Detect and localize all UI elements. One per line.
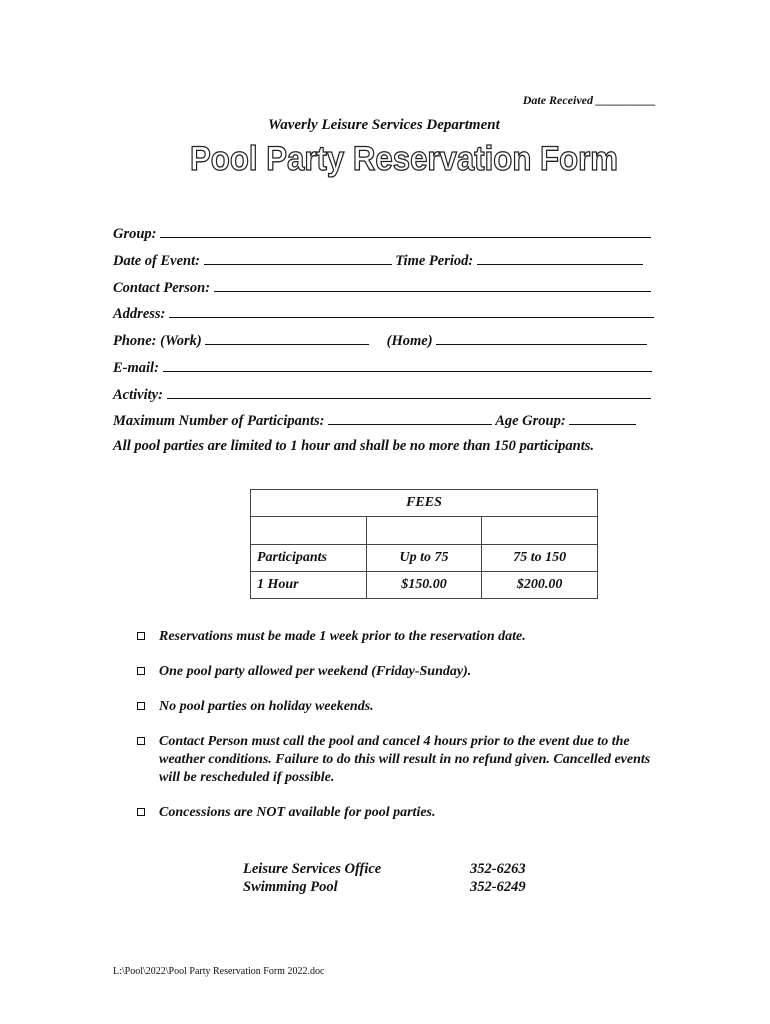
rule-text: Contact Person must call the pool and cancel 4 hours prior to the event due to the weather conditions. Failure to do this will result in no refund given. Cancelled events will be rescheduled if possible. [159, 734, 651, 785]
contact-person-row [113, 278, 651, 297]
contact-name: Leisure Services Office [243, 861, 382, 877]
time-period-label: Time Period: [395, 253, 474, 269]
rule-text: Concessions are NOT available for pool parties. [159, 805, 436, 820]
phone-home-line[interactable] [436, 331, 647, 345]
contact-list [243, 860, 526, 896]
rule-text: No pool parties on holiday weekends. [159, 699, 374, 714]
fees-table [250, 489, 598, 599]
group-line[interactable] [160, 224, 651, 238]
form-title [186, 136, 626, 180]
checkbox-bullet-icon [137, 702, 145, 710]
contact-phone: 352-6249 [470, 879, 526, 895]
rule-text: Reservations must be made 1 week prior to the reservation date. [159, 629, 526, 644]
age-group-line[interactable] [569, 411, 636, 425]
phone-work-label: Phone: (Work) [113, 333, 202, 349]
date-of-event-label: Date of Event: [113, 253, 200, 269]
rules-list [136, 628, 676, 839]
email-label: E-mail: [113, 360, 159, 376]
email-line[interactable] [163, 358, 652, 372]
address-line[interactable] [169, 304, 654, 318]
participant-notice: All pool parties are limited to 1 hour and shall be no more than 150 participants. [113, 438, 594, 454]
contact-person-label: Contact Person: [113, 280, 211, 296]
checkbox-bullet-icon [137, 667, 145, 675]
activity-line[interactable] [167, 385, 651, 399]
date-of-event-line[interactable] [204, 251, 392, 265]
time-period-line[interactable] [477, 251, 643, 265]
fees-cell-price-small: $150.00 [366, 572, 482, 599]
phone-work-line[interactable] [205, 331, 369, 345]
form-title-text: Pool Party Reservation Form [190, 140, 618, 178]
checkbox-bullet-icon [137, 808, 145, 816]
fees-title: FEES [251, 490, 598, 517]
phone-home-label: (Home) [386, 333, 433, 349]
list-item [136, 804, 676, 822]
fees-row-1-hour [251, 572, 598, 599]
contact-row [243, 878, 526, 896]
department-name: Waverly Leisure Services Department [268, 117, 500, 133]
address-row [113, 304, 654, 323]
contact-person-line[interactable] [214, 278, 651, 292]
address-label: Address: [113, 306, 166, 322]
list-item [136, 628, 676, 646]
group-row [113, 224, 651, 243]
contact-phone: 352-6263 [470, 861, 526, 877]
rule-text: One pool party allowed per weekend (Friday-Sunday). [159, 664, 472, 679]
date-received-label: Date Received __________ [522, 93, 656, 107]
fees-header-row [251, 545, 598, 572]
contact-name: Swimming Pool [243, 879, 338, 895]
checkbox-bullet-icon [137, 632, 145, 640]
fees-col-up-to-75: Up to 75 [366, 545, 482, 572]
file-path-footer: L:\Pool\2022\Pool Party Reservation Form 2022.doc [113, 966, 325, 977]
fees-col-participants: Participants [251, 545, 367, 572]
age-group-label: Age Group: [495, 413, 566, 429]
date-time-row [113, 251, 643, 270]
fees-blank-row [251, 517, 598, 545]
checkbox-bullet-icon [137, 737, 145, 745]
fees-cell-duration: 1 Hour [251, 572, 367, 599]
contact-row [243, 860, 526, 878]
fees-col-75-to-150: 75 to 150 [482, 545, 598, 572]
list-item [136, 698, 676, 716]
phone-row [113, 331, 647, 350]
list-item [136, 663, 676, 681]
fees-cell-price-large: $200.00 [482, 572, 598, 599]
activity-label: Activity: [113, 387, 163, 403]
group-label: Group: [113, 226, 157, 242]
list-item [136, 733, 659, 787]
max-participants-line[interactable] [328, 411, 492, 425]
max-participants-label: Maximum Number of Participants: [113, 413, 325, 429]
participants-row [113, 411, 636, 430]
email-row [113, 358, 652, 377]
activity-row [113, 385, 651, 404]
